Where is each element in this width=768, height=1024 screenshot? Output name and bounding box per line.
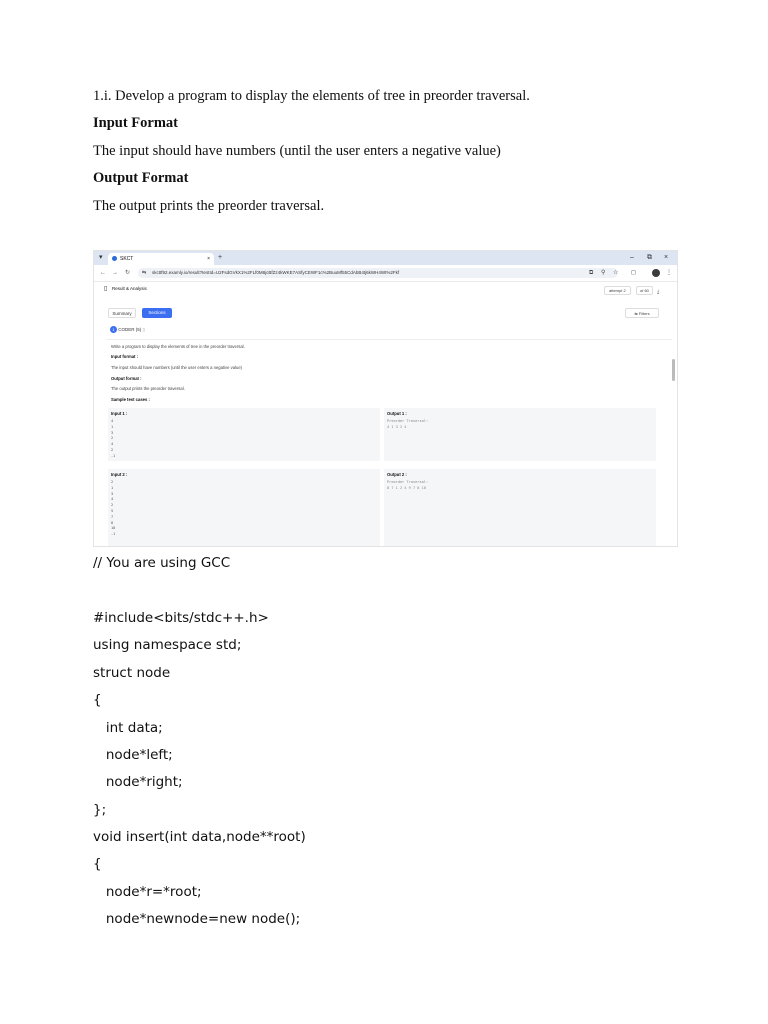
output-format-desc: The output prints the preorder traversal. [111, 386, 185, 391]
divider [106, 339, 672, 340]
embedded-screenshot [93, 250, 678, 547]
tab-title: SKCT [120, 256, 134, 262]
output-format-text: The output prints the preorder traversal. [93, 198, 325, 214]
tab-menu-icon[interactable]: ▾ [99, 254, 103, 261]
code-line: }; [93, 802, 107, 818]
code-line: node*right; [93, 774, 183, 790]
url-field[interactable] [138, 268, 618, 278]
site-info-icon[interactable]: ⇆ [142, 270, 147, 276]
zoom-icon[interactable]: ⚲ [601, 270, 606, 276]
code-line: node*r=*root; [93, 884, 202, 900]
code-line: void insert(int data,node**root) [93, 829, 306, 845]
input1-box [108, 408, 380, 461]
url-text: skcttf92.examly.io/result?testId=U2FsdGVkX1%2FLf0M8jcBfZz4kWKE7ASfyCEWF1c%2BuuMf55CdAbB4tj6kWH4Wt%2Fkf [152, 270, 400, 275]
code-line: { [93, 692, 102, 708]
coder-count-badge: 1 [110, 326, 117, 333]
close-window-icon[interactable]: × [664, 254, 669, 261]
page-title: Result & Analysis [112, 286, 147, 291]
output-format-heading: Output Format [93, 170, 189, 186]
code-line: node*newnode=new node(); [93, 911, 301, 927]
filter-label: Filters [638, 311, 650, 316]
tab-sections[interactable]: Sections [142, 308, 172, 318]
input-format-heading: Input Format [93, 115, 178, 131]
address-bar-row [94, 265, 677, 282]
sample-cases-label: Sample test cases : [111, 397, 150, 402]
input2-label: Input 2 : [111, 472, 128, 477]
code-line: using namespace std; [93, 637, 242, 653]
document-icon: ▯ [104, 286, 108, 292]
attempt-select[interactable]: attempt 2 [604, 286, 631, 295]
problem-statement: Write a program to display the elements of tree in the preorder traversal. [111, 344, 245, 349]
output1-values: 4 1 3 2 4 [387, 425, 407, 429]
output2-box [384, 469, 656, 547]
output-format-label: Output format : [111, 376, 142, 381]
scrollbar-thumb[interactable] [672, 359, 675, 381]
coder-section-header[interactable] [110, 326, 145, 334]
menu-kebab-icon[interactable]: ⋮ [666, 270, 672, 276]
extensions-icon[interactable]: ◻ [631, 270, 636, 276]
code-line: int data; [93, 720, 163, 736]
question-text: 1.i. Develop a program to display the elements of tree in preorder traversal. [93, 88, 530, 104]
code-line: node*left; [93, 747, 173, 763]
profile-avatar[interactable] [652, 269, 660, 277]
coder-label: CODER (5) [118, 327, 142, 332]
output2-heading: Preorder Traversal: [387, 480, 429, 484]
new-tab-icon[interactable]: + [218, 254, 223, 261]
page-header [94, 282, 677, 296]
input-format-text: The input should have numbers (until the user enters a negative value) [93, 143, 501, 159]
forward-icon[interactable]: → [112, 270, 118, 276]
info-icon: ▯ [142, 327, 146, 332]
tab-summary[interactable]: Summary [108, 308, 136, 318]
restore-icon[interactable]: ⧉ [647, 254, 652, 261]
output1-heading: Preorder Traversal: [387, 419, 429, 423]
minimize-icon[interactable]: – [630, 254, 634, 261]
filter-button[interactable]: ⇆ Filters [625, 308, 659, 318]
input1-values: 4 1 3 2 4 2 -1 [111, 419, 116, 458]
code-line: struct node [93, 665, 171, 681]
code-line: #include<bits/stdc++.h> [93, 610, 269, 626]
output1-label: Output 1 : [387, 411, 407, 416]
browser-tab-bar [94, 251, 677, 265]
input1-label: Input 1 : [111, 411, 128, 416]
input-format-desc: The input should have numbers (until the user enters a negative value) [111, 365, 243, 370]
favicon-icon [112, 256, 117, 261]
download-icon[interactable]: ⤓ [657, 289, 660, 295]
bookmark-star-icon[interactable]: ☆ [613, 270, 619, 276]
install-icon[interactable]: ⧉ [589, 270, 594, 276]
code-line: // You are using GCC [93, 555, 231, 571]
output2-values: 8 7 1 2 4 9 7 8 10 [387, 486, 426, 490]
reload-icon[interactable]: ↻ [125, 270, 131, 276]
input2-box [108, 469, 380, 547]
of-count-badge: of 60 [636, 286, 653, 295]
input2-values: 2 1 3 4 2 5 7 8 10 -1 [111, 480, 116, 537]
browser-tab[interactable] [108, 253, 214, 265]
back-icon[interactable]: ← [100, 270, 106, 276]
code-line: { [93, 856, 102, 872]
output1-box [384, 408, 656, 461]
output2-label: Output 2 : [387, 472, 407, 477]
tab-close-icon[interactable]: × [207, 256, 210, 262]
input-format-label: Input format : [111, 354, 138, 359]
